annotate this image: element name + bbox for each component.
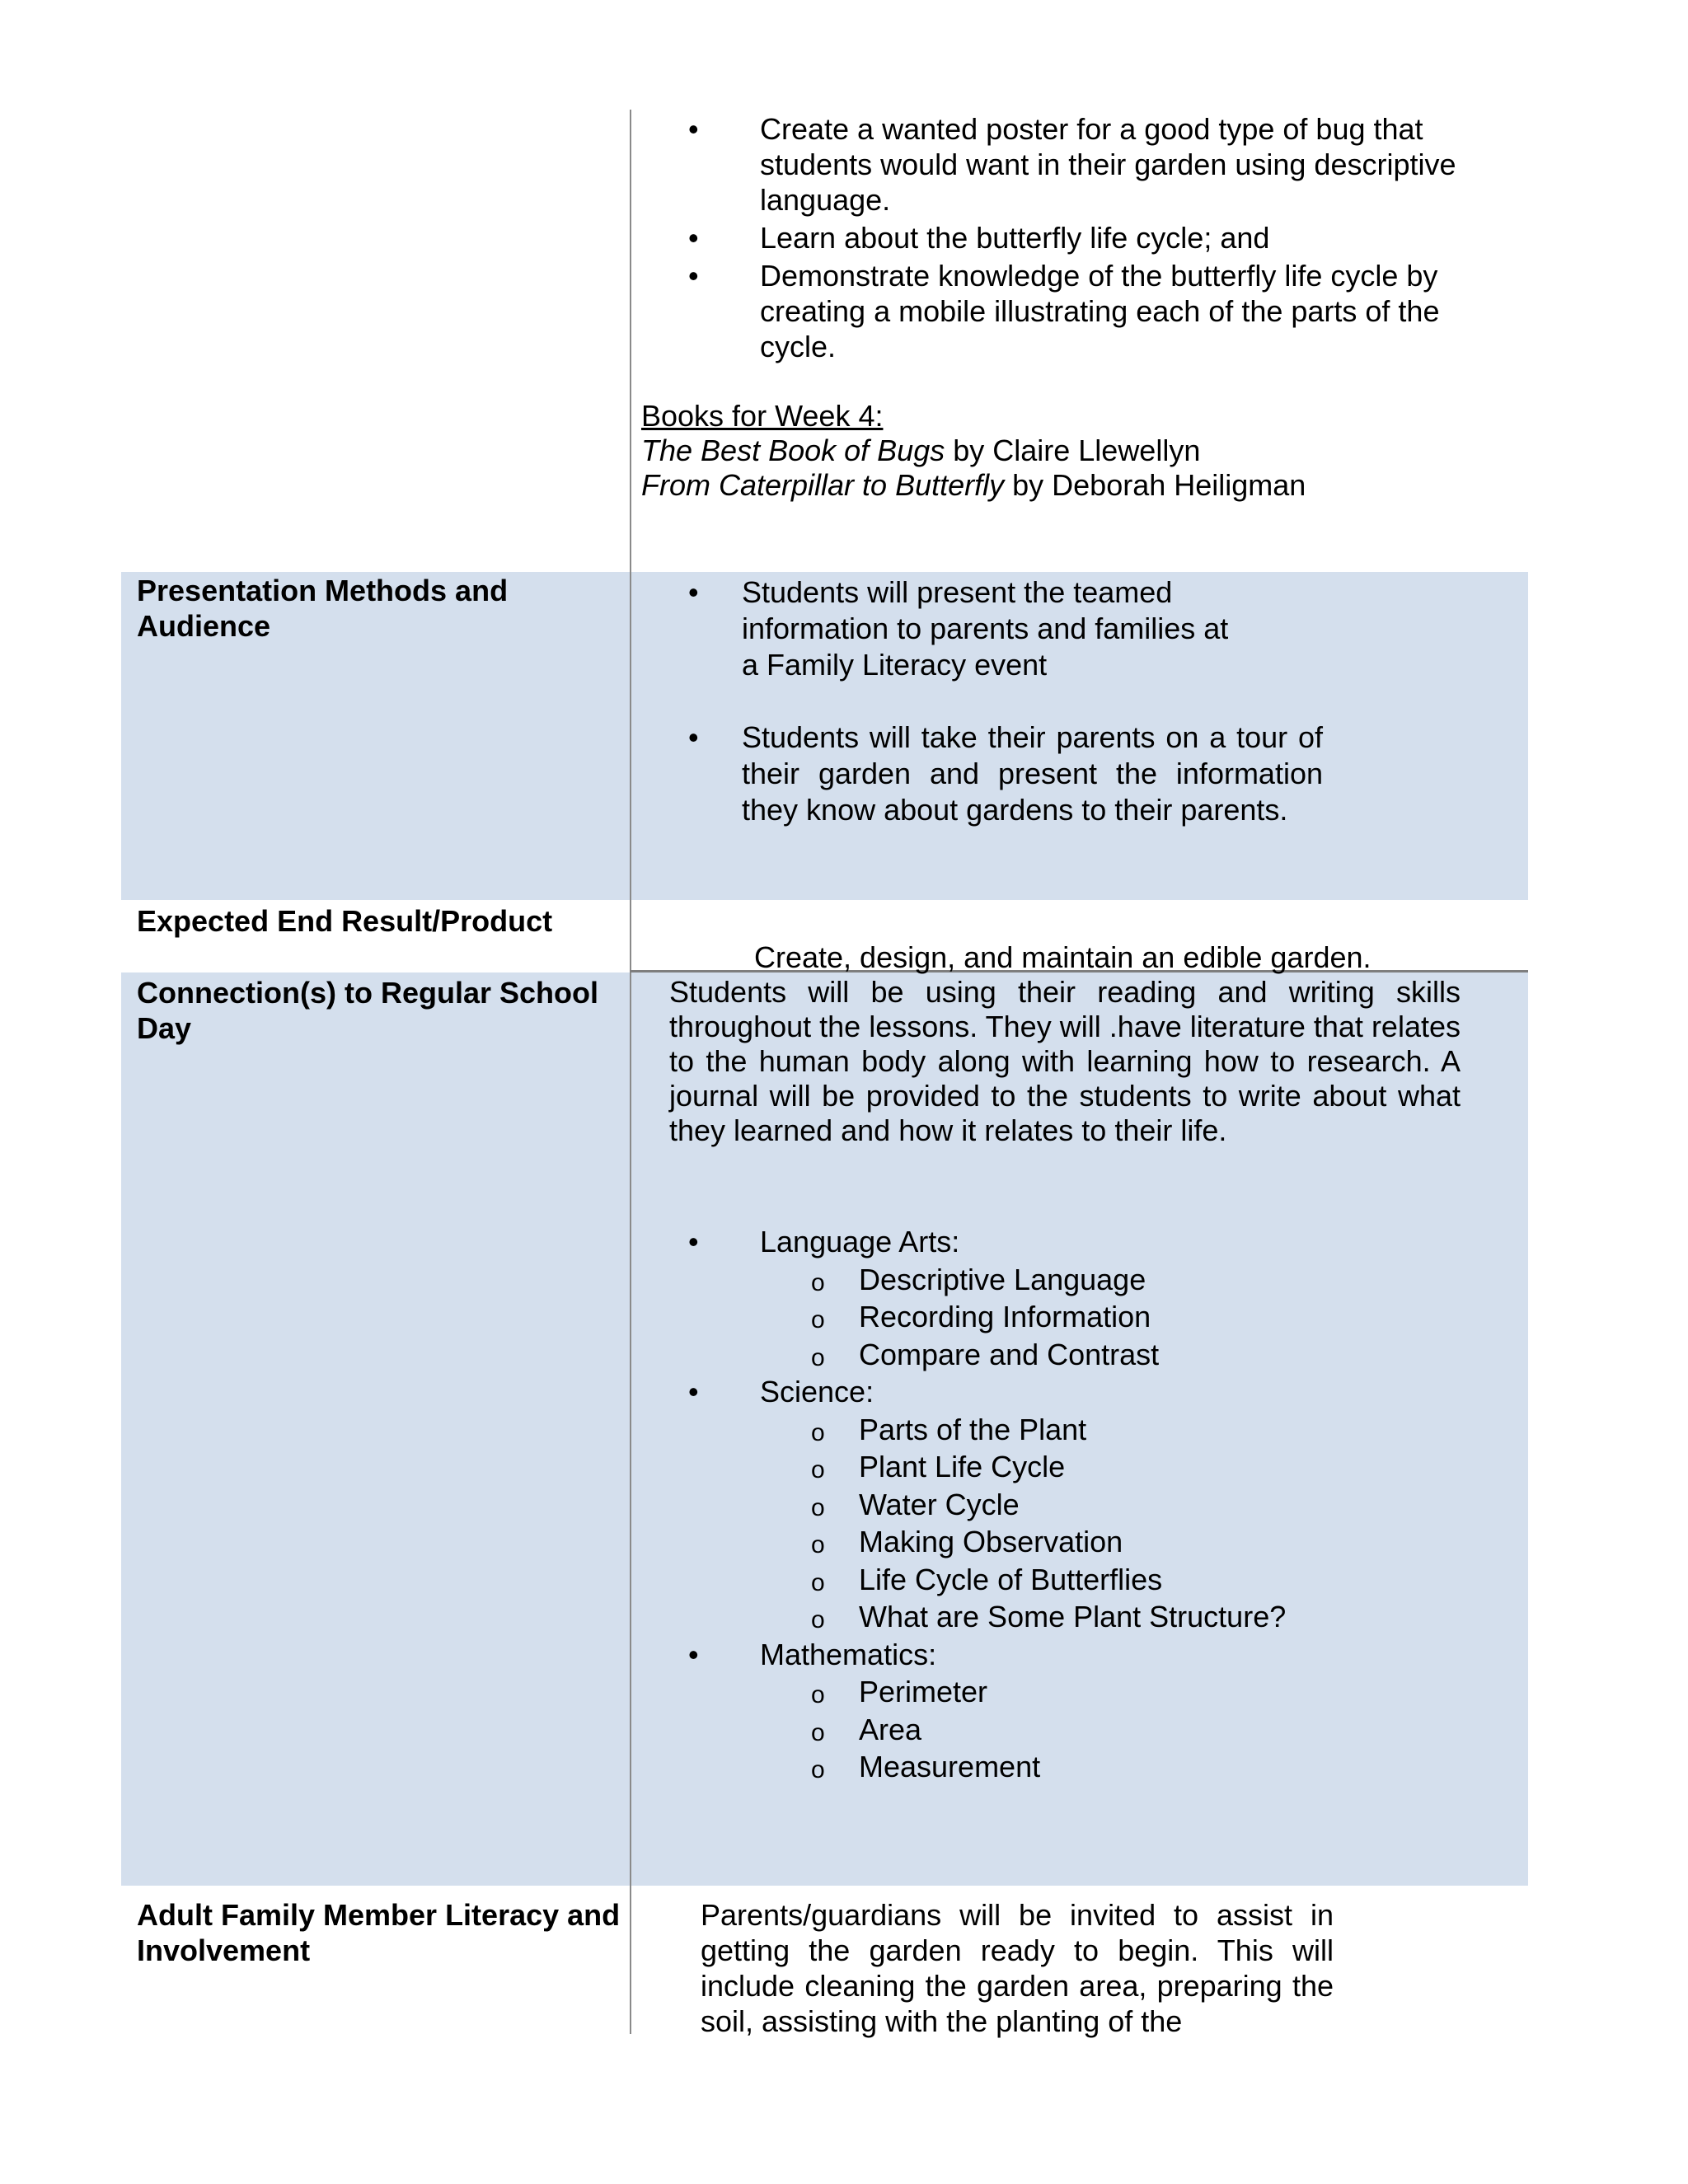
subjects-block xyxy=(688,1223,1463,1786)
objectives-cell xyxy=(688,111,1463,364)
book-author: by Claire Llewellyn xyxy=(945,434,1201,467)
topic-item: o Life Cycle of Butterflies xyxy=(760,1561,1463,1599)
topic-item: o Compare and Contrast xyxy=(760,1336,1463,1374)
topic-item: o Plant Life Cycle xyxy=(760,1448,1463,1486)
books-block xyxy=(641,399,1465,503)
books-heading: Books for Week 4: xyxy=(641,399,884,433)
column-divider xyxy=(630,110,631,2034)
subject-item xyxy=(688,1636,1463,1786)
book-author: by Deborah Heiligman xyxy=(1004,468,1306,502)
topic-list xyxy=(760,1261,1463,1374)
list-item: • Students will present the teamed information to parents and families at a Family Literacy event xyxy=(688,574,1323,683)
adult-text: Parents/guardians will be invited to assist in getting the garden ready to begin. This will include cleaning the garden area, preparing the soil, assisting with the planting of the xyxy=(701,1898,1334,2038)
subject-name: Science: xyxy=(760,1375,874,1408)
topic-list xyxy=(760,1411,1463,1636)
book-title: The Best Book of Bugs xyxy=(641,434,945,467)
topic-item: o What are Some Plant Structure? xyxy=(760,1598,1463,1636)
topic-item: o Measurement xyxy=(760,1748,1463,1786)
presentation-label: Presentation Methods and Audience xyxy=(137,574,509,643)
adult-label: Adult Family Member Literacy and Involvement xyxy=(137,1898,621,1967)
presentation-cell xyxy=(688,574,1323,828)
subject-name: Language Arts: xyxy=(760,1225,960,1258)
book-title: From Caterpillar to Butterfly xyxy=(641,468,1005,502)
list-item: • Learn about the butterfly life cycle; and xyxy=(688,220,1463,255)
book-line xyxy=(641,468,1465,503)
topic-item: o Parts of the Plant xyxy=(760,1411,1463,1449)
list-item: • Demonstrate knowledge of the butterfly life cycle by creating a mobile illustrating each of the parts of the cycle. xyxy=(688,258,1463,364)
list-item: • Students will take their parents on a tour of their garden and present the information they know about gardens to their parents. xyxy=(688,719,1323,828)
connection-paragraph: Students will be using their reading and writing skills throughout the lessons. They will .have literature that relates to the human body along with learning how to research. A journal will be provided to the students to write about what they learned and how it relates to their life. xyxy=(669,975,1461,1147)
objectives-list xyxy=(688,111,1463,364)
topic-item: o Making Observation xyxy=(760,1523,1463,1561)
subject-name: Mathematics: xyxy=(760,1637,937,1671)
subject-item xyxy=(688,1373,1463,1636)
expected-text: Create, design, and maintain an edible garden. xyxy=(754,940,1372,974)
topic-list xyxy=(760,1673,1463,1786)
subject-item xyxy=(688,1223,1463,1373)
topic-item: o Water Cycle xyxy=(760,1486,1463,1524)
connection-label: Connection(s) to Regular School Day xyxy=(137,976,599,1045)
topic-item: o Recording Information xyxy=(760,1298,1463,1336)
subjects-list xyxy=(688,1223,1463,1786)
topic-item: o Area xyxy=(760,1711,1463,1749)
list-item: • Create a wanted poster for a good type of bug that students would want in their garden using descriptive language. xyxy=(688,111,1463,218)
book-line xyxy=(641,434,1465,468)
expected-label: Expected End Result/Product xyxy=(137,904,553,938)
presentation-list xyxy=(688,574,1323,828)
topic-item: o Descriptive Language xyxy=(760,1261,1463,1299)
topic-item: o Perimeter xyxy=(760,1673,1463,1711)
